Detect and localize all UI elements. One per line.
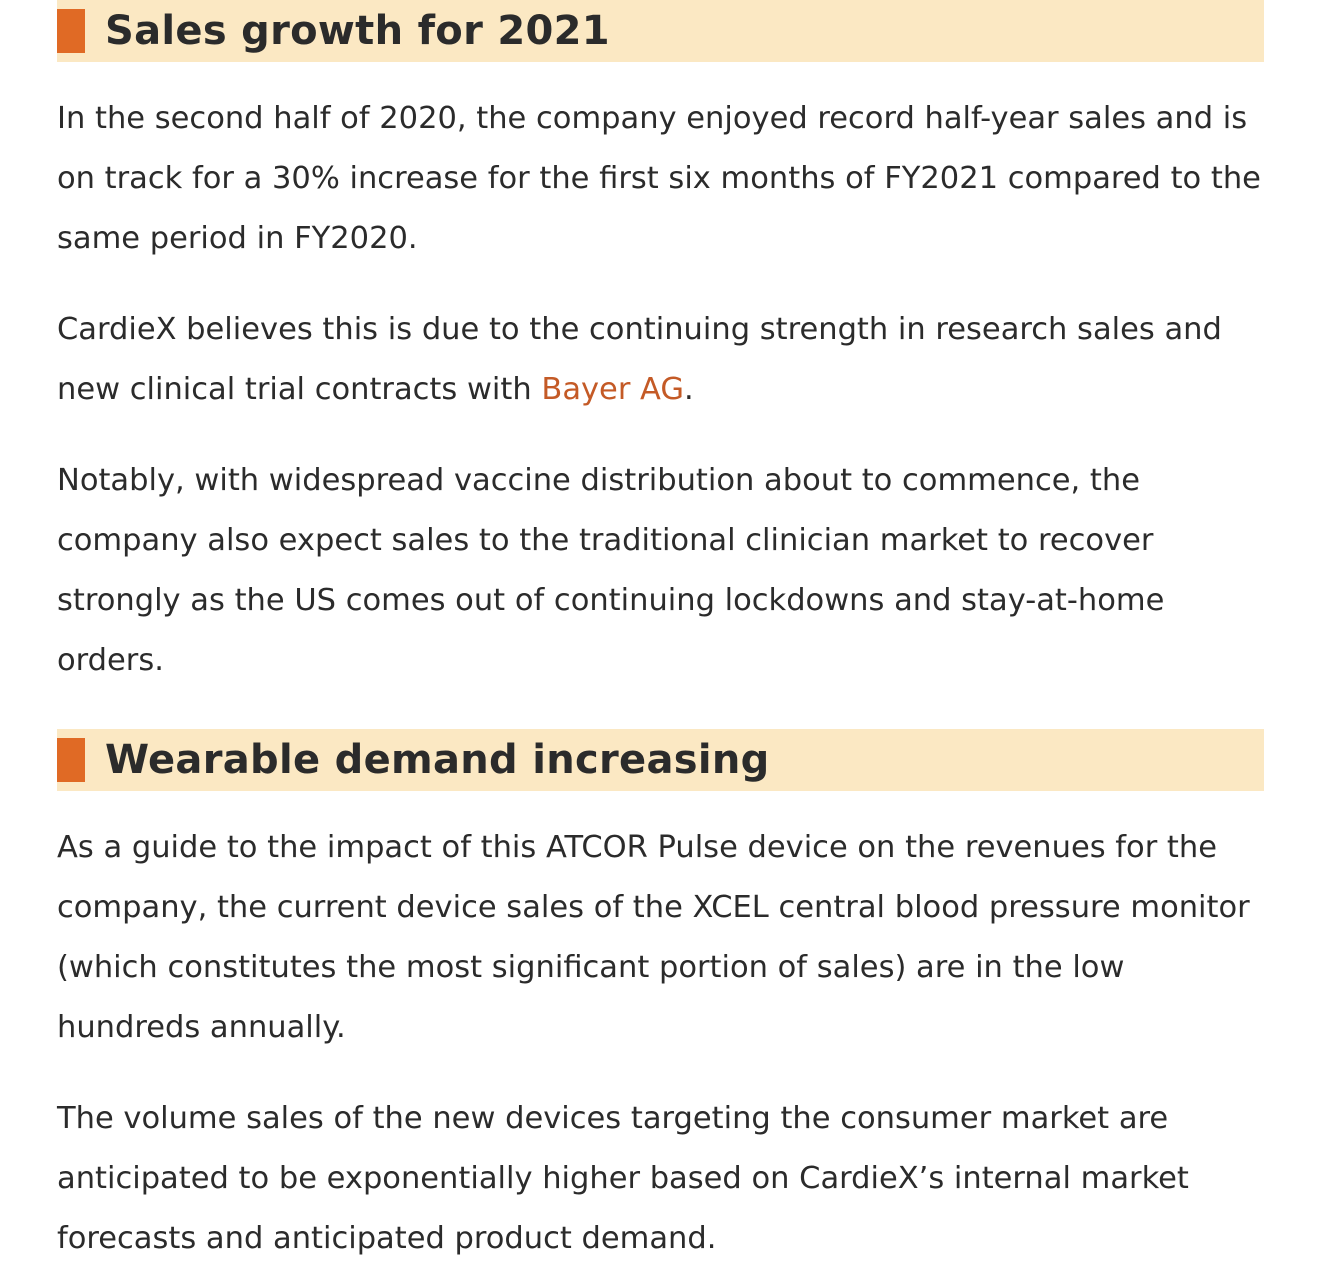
paragraph-text: CardieX believes this is due to the continuing strength in research sales and new clinical trial contracts with — [57, 312, 1222, 407]
paragraph-text-end: . — [684, 372, 694, 407]
bayer-ag-link[interactable]: Bayer AG — [541, 372, 685, 407]
paragraph-atcor-pulse: As a guide to the impact of this ATCOR Pulse device on the revenues for the company, the current device sales of the XCEL central blood pressure monitor (which constitutes the most significant portion of sales) are in the low hundreds annually. — [57, 830, 1250, 1045]
paragraph-consumer-market: The volume sales of the new devices targeting the consumer market are anticipated to be exponentially higher based on CardieX’s internal market forecasts and anticipated product demand. — [57, 1101, 1189, 1256]
heading-text: Sales growth for 2021 — [105, 8, 610, 54]
section-heading-wearable-demand — [57, 729, 1264, 791]
section-heading-sales-growth — [57, 0, 1264, 62]
paragraph-research-sales — [57, 300, 1264, 420]
paragraph-vaccine-distribution: Notably, with widespread vaccine distribution about to commence, the company also expect sales to the traditional clinician market to recover strongly as the US comes out of continuing lockdowns and stay-at-home orders. — [57, 463, 1165, 678]
heading-accent-bar — [57, 9, 85, 53]
heading-text: Wearable demand increasing — [105, 737, 770, 783]
paragraph-sales-record: In the second half of 2020, the company enjoyed record half-year sales and is on track for a 30% increase for the first six months of FY2021 compared to the same period in FY2020. — [57, 101, 1261, 256]
heading-accent-bar — [57, 738, 85, 782]
article-body — [57, 0, 1264, 1269]
